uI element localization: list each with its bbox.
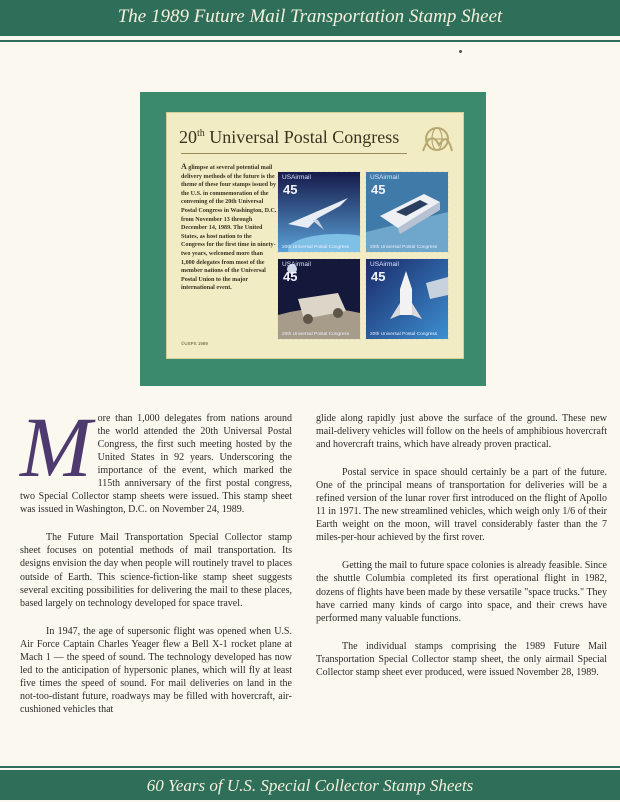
sheet-title: 20th Universal Postal Congress: [179, 127, 400, 147]
article-right-column: [316, 412, 607, 694]
sheet-description: A glimpse at several potential mail delivery methods of the future is the theme of these four stamps issued by the U.S. in commemoration of the convening of the 20th Universal Postal Congress in Washington, D.C. from November 13 through December 14, 1989. The United States, as host nation to the Congress for the first time in ninety-two years, welcomed more than 1,000 delegates from most of the member nations of the Universal Postal Union to the major international event.: [181, 162, 277, 292]
upu-emblem-icon: [417, 121, 457, 161]
sheet-title-rule: [181, 153, 407, 154]
sheet-copyright: ©USPS 1989: [181, 341, 208, 346]
stamp-sheet-mount: [140, 92, 486, 386]
speck: [459, 50, 462, 53]
paragraph-6: Getting the mail to future space colonies is already feasible. Since the shuttle Columbia completed its first operational flight in 1982, dozens of flights have been made by these versatile "space trucks." They have carried many kinds of cargo into space, and their crews have performed many valuable functions.: [316, 560, 607, 624]
paragraph-7: The individual stamps comprising the 1989 Future Mail Transportation Special Collector stamp sheet, the only airmail Special Collector stamp sheet ever produced, were issued November 28, 1989.: [316, 640, 607, 678]
header-title: The 1989 Future Mail Transportation Stamp Sheet: [117, 6, 503, 27]
paragraph-5: Postal service in space should certainly be a part of the future. One of the principal means of transportation for deliveries will be a refined version of the lunar rover first introduced on the flight of Apollo 11 in 1971. The new streamlined vehicles, which weigh only 1/6 of their Earth weight on the moon, will travel considerably faster than the 7 miles-per-hour achieved by the first rover.: [316, 467, 607, 544]
stamp-space-shuttle: USAirmail 45 20th Universal Postal Congress: [365, 258, 449, 340]
stamp-lunar-rover: USAirmail 45 20th Universal Postal Congress: [277, 258, 361, 340]
paragraph-4: glide along rapidly just above the surface of the ground. These new mail-delivery vehicles will follow on the heels of amphibious hovercraft and hovercraft trains, which have already proven practical.: [316, 413, 607, 451]
paragraph-2: The Future Mail Transportation Special Collector stamp sheet focuses on potential methods of mail transportation. Its designs envision the day when people will routinely travel to places outside of Earth. This science-fiction-like stamp sheet suggests several exciting possibilities for delivering the mail to these places, based largely on technology developed for space travel.: [20, 532, 292, 609]
stamp-sheet: [166, 112, 464, 359]
footer-rule: [0, 766, 620, 768]
footer-band: [0, 770, 620, 800]
stamp-hypersonic-plane: USAirmail 45 20th Universal Postal Congress: [277, 171, 361, 253]
dropcap: M: [20, 399, 92, 495]
stamp-hovercraft: USAirmail 45 20th Universal Postal Congress: [365, 171, 449, 253]
header-rule: [0, 40, 620, 42]
paragraph-3: In 1947, the age of supersonic flight was opened when U.S. Air Force Captain Charles Yeager flew a Bell X-1 rocket plane at Mach 1 — the speed of sound. The technology developed has now led to the anticipation of hypersonic planes, which will fly at least five times the speed of sound. For mail deliveries on land in the not-too-distant future, roadways may be filled with hovercraft, air-cushioned vehicles that: [20, 625, 292, 715]
paragraph-1: More than 1,000 delegates from nations around the world attended the 20th Universal Postal Congress, the first such meeting hosted by the United States in 92 years. Underscoring the importance of the event, which marked the 115th anniversary of the first postal congress, two Special Collector stamp sheets were issued. This stamp sheet was issued in Washington, D.C. on November 24, 1989.: [20, 399, 292, 516]
header-band: [0, 0, 620, 36]
article-left-column: [20, 399, 292, 731]
footer-title: 60 Years of U.S. Special Collector Stamp Sheets: [146, 776, 474, 795]
